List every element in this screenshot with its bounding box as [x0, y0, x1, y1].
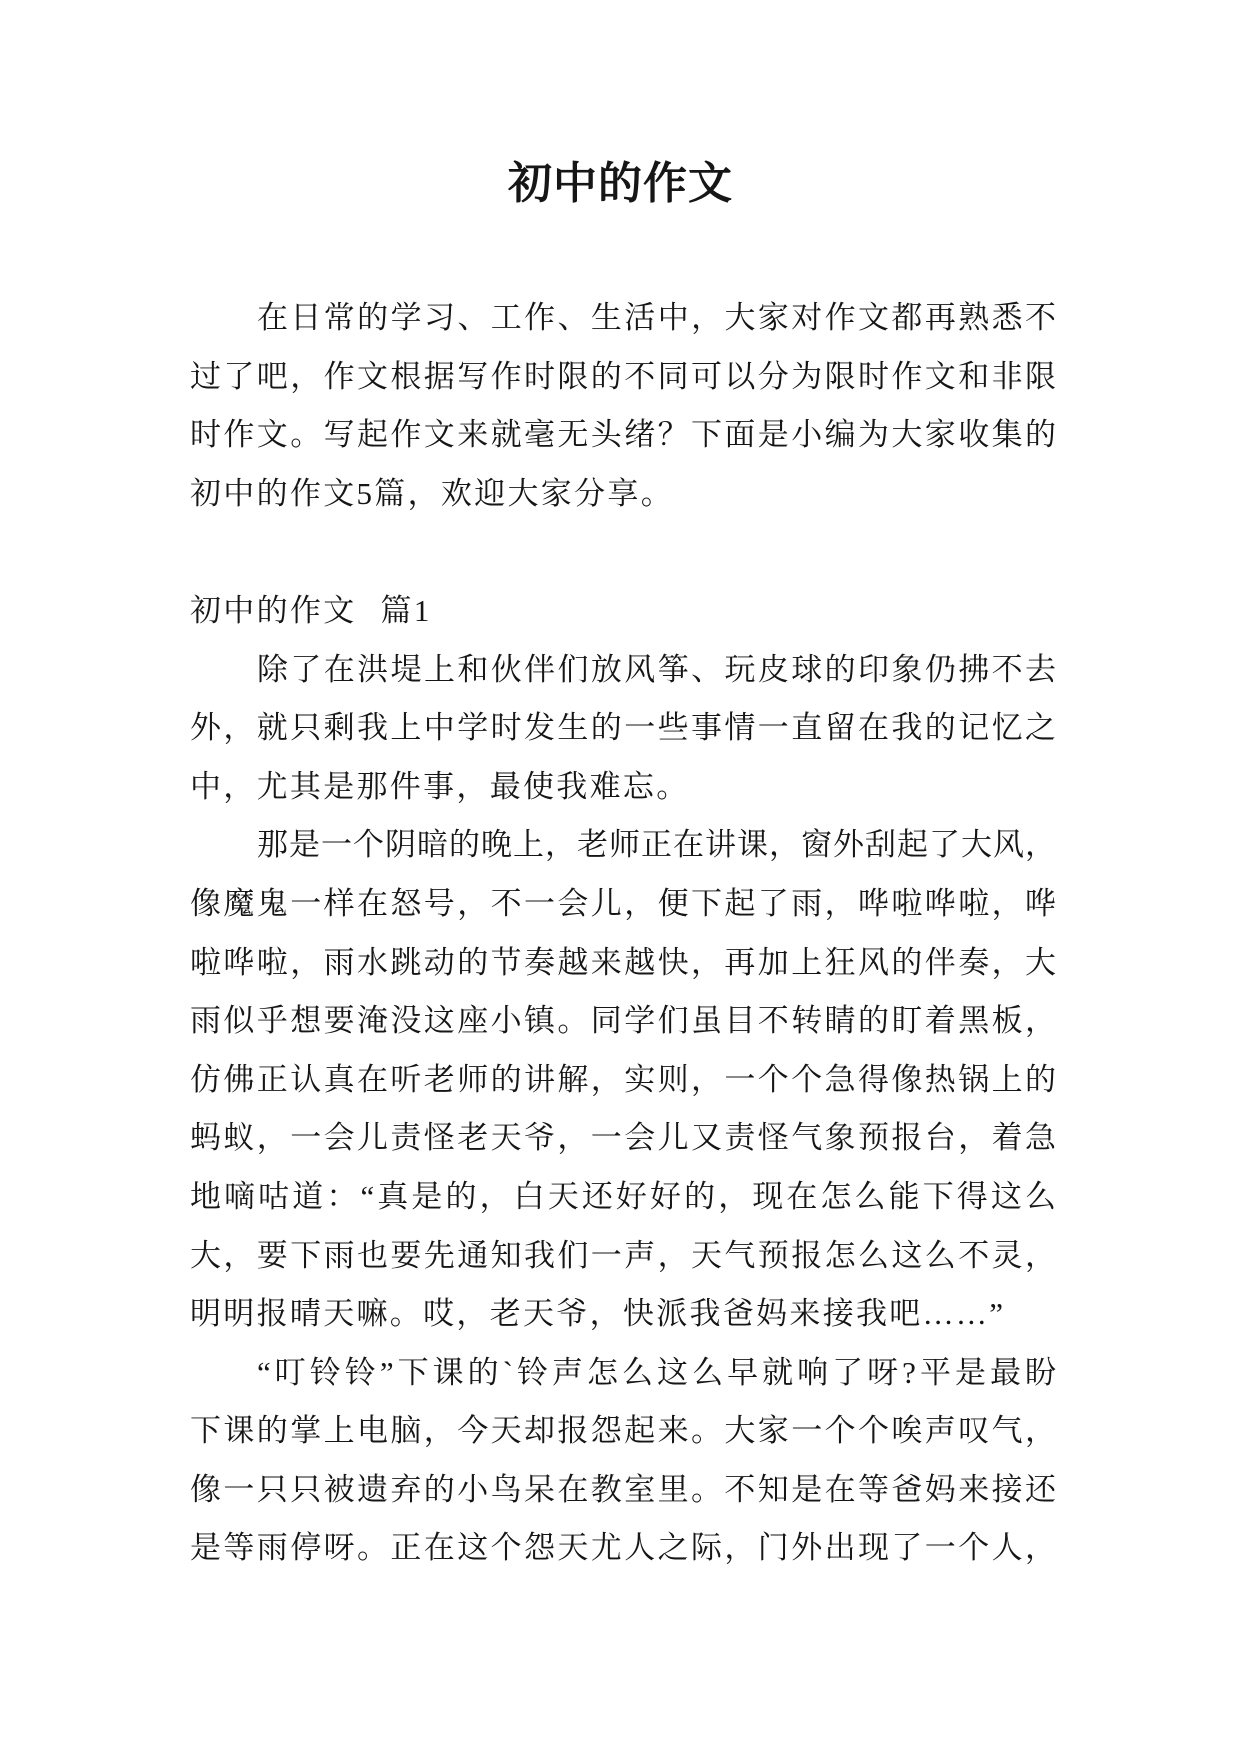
paragraph-line: 时作文。写起作文来就毫无头绪？下面是小编为大家收集的	[190, 417, 1056, 453]
paragraph	[190, 1344, 1056, 1578]
paragraph-line: 蚂蚁，一会儿责怪老天爷，一会儿又责怪气象预报台，着急	[190, 1120, 1056, 1156]
section-heading: 初中的作文 篇1	[190, 592, 432, 628]
paragraph-line: 像一只只被遗弃的小鸟呆在教室里。不知是在等爸妈来接还	[190, 1471, 1056, 1507]
paragraph-line: 像魔鬼一样在怒号，不一会儿，便下起了雨，哗啦哗啦，哗	[190, 885, 1056, 921]
paragraph-line: 初中的作文5篇，欢迎大家分享。	[190, 475, 674, 511]
paragraph-line: 除了在洪堤上和伙伴们放风筝、玩皮球的印象仍拂不去	[257, 651, 1056, 687]
paragraph-line: 那是一个阴暗的晚上，老师正在讲课，窗外刮起了大风，	[257, 827, 1056, 863]
blank-line	[190, 523, 1056, 582]
paragraph-line: 过了吧，作文根据写作时限的不同可以分为限时作文和非限	[190, 358, 1056, 394]
paragraph-line: 大，要下雨也要先通知我们一声，天气预报怎么这么不灵，	[190, 1237, 1056, 1273]
document-body	[190, 289, 1056, 1578]
paragraph-line: 雨似乎想要淹没这座小镇。同学们虽目不转睛的盯着黑板，	[190, 1003, 1056, 1039]
intro-paragraph	[190, 289, 1056, 523]
paragraph-line: 外，就只剩我上中学时发生的一些事情一直留在我的记忆之	[190, 710, 1056, 746]
paragraph	[190, 641, 1056, 817]
paragraph-line: 下课的掌上电脑，今天却报怨起来。大家一个个唉声叹气，	[190, 1413, 1056, 1449]
paragraph-line: 是等雨停呀。正在这个怨天尤人之际，门外出现了一个人，	[190, 1530, 1056, 1566]
paragraph-line: 啦哗啦，雨水跳动的节奏越来越快，再加上狂风的伴奏，大	[190, 944, 1056, 980]
paragraph-line: 中，尤其是那件事，最使我难忘。	[190, 768, 690, 804]
paragraph-line: 仿佛正认真在听老师的讲解，实则，一个个急得像热锅上的	[190, 1061, 1056, 1097]
document-title: 初中的作文	[508, 159, 733, 208]
paragraph-line: “叮铃铃”下课的`铃声怎么这么早就响了呀?平是最盼	[257, 1354, 1056, 1390]
paragraph-line: 在日常的学习、工作、生活中，大家对作文都再熟悉不	[257, 300, 1056, 335]
paragraph-line: 地嘀咕道：“真是的，白天还好好的，现在怎么能下得这么	[190, 1178, 1056, 1214]
paragraph	[190, 816, 1056, 1343]
paragraph-line: 明明报晴天嘛。哎，老天爷，快派我爸妈来接我吧……”	[190, 1296, 1006, 1332]
